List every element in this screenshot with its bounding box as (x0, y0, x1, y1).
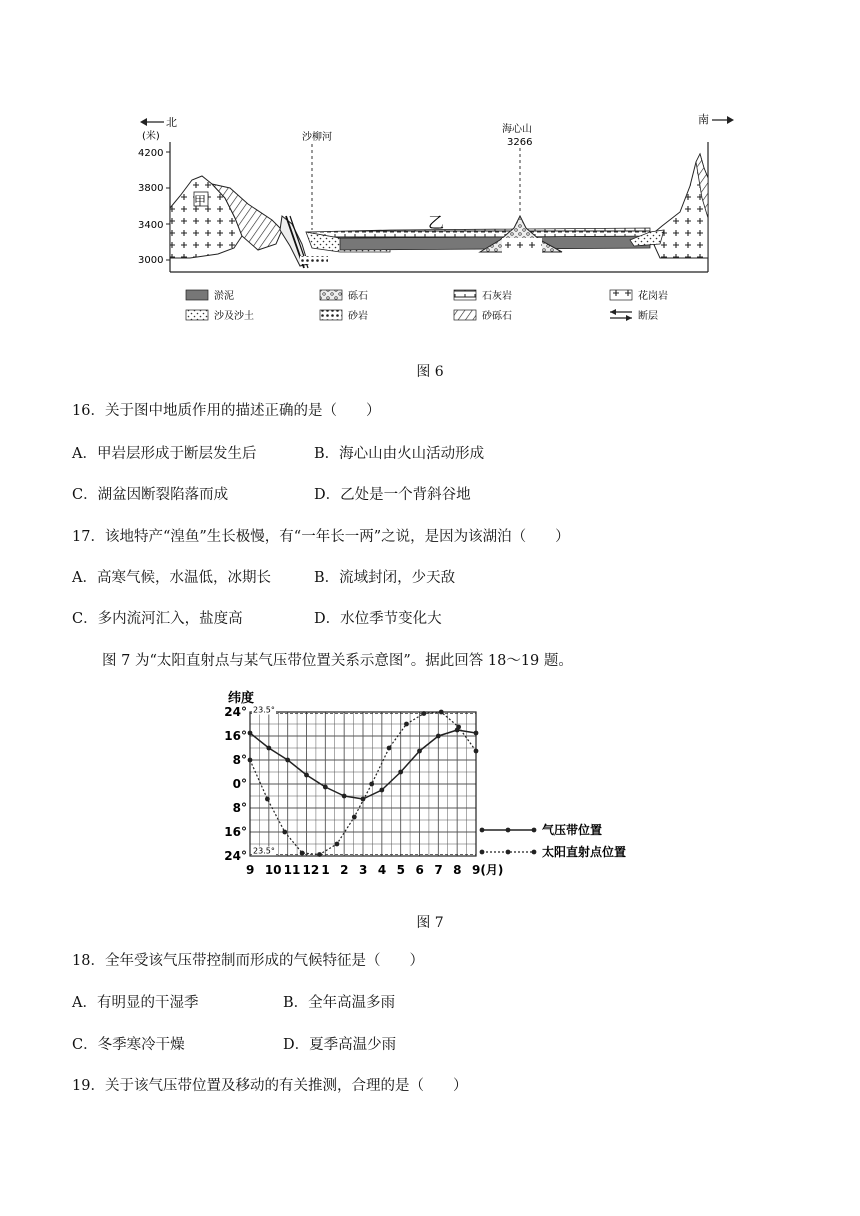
pressure-point (379, 788, 384, 793)
legend-sandgravel: 砂砾石 (482, 311, 512, 322)
legend-fault: 断层 (638, 311, 658, 322)
label-haixinshan: 海心山 (502, 124, 532, 135)
x-tick-label: 12 (302, 863, 320, 877)
legend-pressure-symbol (480, 828, 537, 833)
sun-point (474, 749, 479, 754)
y-tick-label: 0° (232, 777, 247, 791)
label-yi: 乙 (428, 213, 445, 232)
y-tick-label: 8° (232, 753, 247, 767)
y-tick-label: 24° (224, 705, 247, 719)
x-tick-label: 5 (396, 863, 406, 877)
pressure-point (285, 758, 290, 763)
x-tick-label: 1 (321, 863, 330, 877)
sun-point (421, 711, 426, 716)
y-unit: (米) (142, 131, 160, 142)
pressure-point (474, 731, 479, 736)
q16-option-b: B．海心山由火山活动形成 (314, 446, 485, 462)
q18-option-d: D．夏季高温少雨 (283, 1037, 397, 1053)
q17-option-d: D．水位季节变化大 (314, 611, 442, 627)
sun-point (282, 830, 287, 835)
legend-fault-symbol (610, 309, 632, 321)
q17-stem: 17．该地特产“湟鱼”生长极慢，有“一年长一两”之说，是因为该湖泊（ ） (72, 529, 570, 545)
sun-point (317, 852, 322, 857)
x-tick-label: 8 (453, 863, 462, 877)
q16-option-d: D．乙处是一个背斜谷地 (314, 487, 471, 503)
legend-sandstone: 砂岩 (348, 311, 368, 322)
q18-option-c: C．冬季寒冷干燥 (72, 1037, 185, 1053)
x-tick-label: 9(月) (472, 863, 504, 877)
q16-stem: 16．关于图中地质作用的描述正确的是（ ） (72, 403, 381, 419)
sun-point (439, 710, 444, 715)
sun-point (335, 842, 340, 847)
q16-option-a: A．甲岩层形成于断层发生后 (72, 446, 257, 462)
north-label: 北 (166, 116, 177, 129)
sun-point (248, 758, 253, 763)
pressure-point (398, 770, 403, 775)
south-arrow (698, 113, 734, 126)
q18-stem: 18．全年受该气压带控制而形成的气候特征是（ ） (72, 953, 424, 969)
chart-y-title: 纬度 (228, 691, 255, 706)
south-label: 南 (698, 113, 709, 126)
figure7-chart (220, 684, 650, 890)
left-granite (170, 176, 242, 258)
sun-point (265, 797, 270, 802)
figure6-cross-section (130, 108, 740, 338)
x-tick-label: 4 (377, 863, 387, 877)
q16-option-c: C．湖盆因断裂陷落而成 (72, 487, 229, 503)
label-jia: 甲 (194, 194, 207, 208)
pressure-point (304, 773, 309, 778)
sun-point (404, 722, 409, 727)
figure6-caption: 图 6 (416, 364, 444, 380)
pressure-point (266, 746, 271, 751)
chart-legend (480, 822, 626, 859)
legend-sun-label: 太阳直射点位置 (542, 845, 627, 859)
legend-limestone: 石灰岩 (482, 291, 512, 302)
pressure-point (323, 785, 328, 790)
x-tick-label: 3 (359, 863, 368, 877)
chart-y-ticks (224, 705, 247, 863)
y-tick-label: 16° (224, 729, 247, 743)
q17-option-b: B．流域封闭，少天敌 (314, 570, 456, 586)
legend-sand: 沙及沙土 (214, 311, 254, 322)
lake-limestone (306, 228, 650, 238)
sun-point (456, 725, 461, 730)
tropic-ref-label: 23.5° (253, 846, 275, 856)
legend-pressure-label: 气压带位置 (542, 823, 603, 837)
y-tick-4200: 4200 (138, 148, 164, 159)
x-tick-label: 2 (340, 863, 349, 877)
figure7-caption: 图 7 (416, 915, 444, 931)
x-tick-label: 11 (283, 863, 301, 877)
legend-gravel: 砾石 (348, 291, 368, 302)
north-arrow (140, 116, 177, 129)
pressure-point (361, 797, 366, 802)
q17-option-a: A．高寒气候，水温低，冰期长 (72, 570, 271, 586)
x-tick-label: 7 (434, 863, 443, 877)
label-shaliuhe: 沙柳河 (302, 132, 332, 143)
label-haixinshan-alt: 3266 (507, 137, 533, 148)
y-tick-label: 16° (224, 825, 247, 839)
figure7-intro: 图 7 为“太阳直射点与某气压带位置关系示意图”。据此回答 18～19 题。 (102, 653, 573, 669)
x-tick-label: 10 (264, 863, 282, 877)
legend-granite: 花岗岩 (638, 291, 668, 302)
y-tick-3400: 3400 (138, 220, 164, 231)
chart-x-ticks (246, 863, 503, 877)
pressure-point (248, 731, 253, 736)
x-tick-label: 9 (246, 863, 255, 877)
y-tick-label: 8° (232, 801, 247, 815)
q18-option-a: A．有明显的干湿季 (72, 995, 199, 1011)
sun-point (300, 851, 305, 856)
q17-option-c: C．多内流河汇入，盐度高 (72, 611, 243, 627)
chart-grid (250, 712, 476, 856)
q18-option-b: B．全年高温多雨 (283, 995, 396, 1011)
x-tick-label: 6 (415, 863, 424, 877)
pressure-point (417, 749, 422, 754)
legend-sun-symbol (480, 850, 537, 855)
sun-point (352, 815, 357, 820)
legend-mud: 淤泥 (214, 291, 234, 302)
y-tick-3800: 3800 (138, 183, 164, 194)
y-tick-3000: 3000 (138, 255, 164, 266)
pressure-point (436, 734, 441, 739)
pressure-point (342, 794, 347, 799)
sun-point (387, 746, 392, 751)
sun-point (369, 782, 374, 787)
figure6-legend (186, 289, 668, 322)
tropic-ref-label: 23.5° (253, 705, 275, 715)
y-tick-label: 24° (224, 849, 247, 863)
q19-stem: 19．关于该气压带位置及移动的有关推测，合理的是（ ） (72, 1078, 468, 1094)
